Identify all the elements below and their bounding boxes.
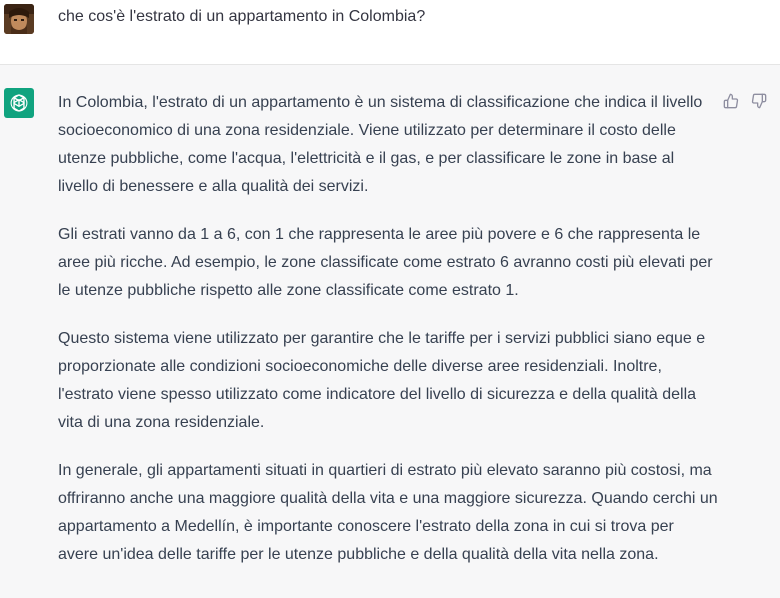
- user-avatar: [4, 4, 34, 34]
- user-message-text: che cos'è l'estrato di un appartamento in Colombia?: [58, 8, 426, 25]
- user-message-row: [0, 0, 780, 65]
- thumbs-up-button[interactable]: [722, 92, 740, 110]
- answer-paragraph: In Colombia, l'estrato di un appartamento è un sistema di classificazione che indica il livello socioeconomico di una zona residenziale. Viene utilizzato per determinare il costo delle utenze pubbliche, come l'acqua, l'elettricità e il gas, e per classificare le zone in base al livello di benessere e alla qualità dei servizi.: [58, 94, 703, 195]
- assistant-message-row: [0, 65, 780, 598]
- thumbs-up-icon: [723, 93, 739, 109]
- user-avatar-image: [4, 4, 34, 34]
- answer-paragraph: Questo sistema viene utilizzato per garantire che le tariffe per i servizi pubblici siano eque e proporzionate alle condizioni socioeconomiche delle diverse aree residenziali. Inoltre, l'estrato viene spesso utilizzato come indicatore del livello di sicurezza e della qualità della vita di una zona residenziale.: [58, 330, 706, 431]
- answer-paragraph: Gli estrati vanno da 1 a 6, con 1 che rappresenta le aree più povere e 6 che rappresenta le aree più ricche. Ad esempio, le zone classificate come estrato 6 avranno costi più elevati per le utenze pubbliche rispetto alle zone classificate come estrato 1.: [58, 226, 713, 299]
- thumbs-down-icon: [751, 93, 767, 109]
- thumbs-down-button[interactable]: [750, 92, 768, 110]
- answer-paragraph: In generale, gli appartamenti situati in quartieri di estrato più elevato saranno più costosi, ma offriranno anche una maggiore qualità della vita e una maggiore sicurezza. Quando cerchi un appartamento a Medellín, è importante conoscere l'estrato della zona in cui si trova per avere un'idea delle tariffe per le utenze pubbliche e della qualità della vita nella zona.: [58, 462, 718, 563]
- openai-logo-icon: [4, 88, 34, 118]
- assistant-answer: [58, 89, 718, 589]
